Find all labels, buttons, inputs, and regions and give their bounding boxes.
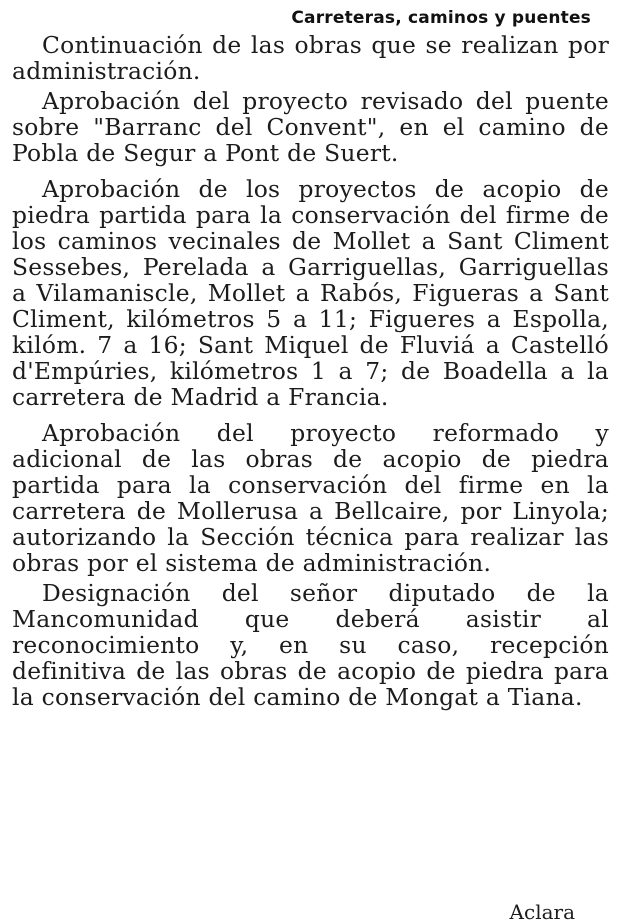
paragraph-continuacion-obras: Continuación de las obras que se realizan por administración. <box>12 31 609 85</box>
paragraph-acopio-caminos-vecinales: Aprobación de los proyectos de acopio de piedra partida para la conservación del firme de los caminos vecinales de Mollet a Sant Climent Sessebes, Perelada a Garriguellas, Garriguellas a Vilamaniscle, Mollet a Rabós, Figueras a Sant Climent, kilómetros 5 a 11; Figueres a Espolla, kilóm. 7 a 16; Sant Miquel de Fluviá a Castelló d'Empúries, kilómetros 1 a 7; de Boadella a la carretera de Madrid a Francia. <box>12 175 609 411</box>
paragraph-puente-barranc-convent: Aprobación del proyecto revisado del puente sobre "Barranc del Convent", en el camino de Pobla de Segur a Pont de Suert. <box>12 87 609 167</box>
paragraph-designacion-diputado: Designación del señor diputado de la Mancomunidad que deberá asistir al reconocimiento y, en su caso, recepción definitiva de las obras de acopio de piedra para la conservación del camino de Mongat a Tiana. <box>12 579 609 711</box>
section-heading: Carreteras, caminos y puentes <box>291 8 591 28</box>
cut-off-next-heading: Aclara <box>509 900 575 924</box>
paragraph-proyecto-reformado-mollerusa: Aprobación del proyecto reformado y adicional de las obras de acopio de piedra partida para la conservación del firme en la carretera de Mollerusa a Bellcaire, por Linyola; autorizando la Sección técnica para realizar las obras por el sistema de administración. <box>12 419 609 577</box>
